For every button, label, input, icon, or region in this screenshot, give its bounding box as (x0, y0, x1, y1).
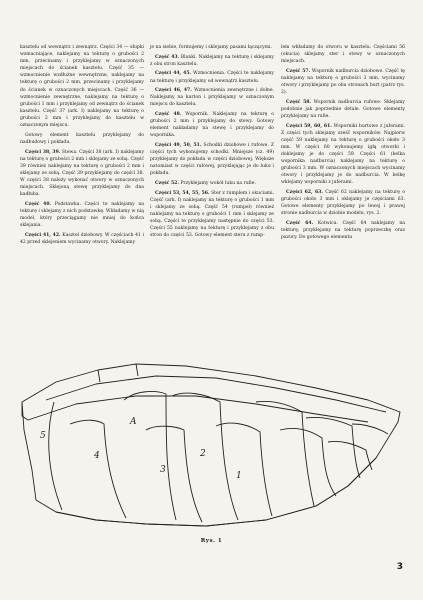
paragraph (150, 190, 274, 240)
paragraph (20, 201, 144, 229)
paragraph-text: je na siebie, formujemy i sklejamy pasami łączącymi. (150, 45, 272, 50)
paragraph-lead: Części 53, 54, 55, 56. (155, 190, 210, 196)
paragraph (150, 180, 274, 187)
paragraph-text: Wzmocnienia. Części te naklejamy na tekturę i przyklejamy od wewnątrz kasztelu. (150, 71, 275, 84)
paragraph (150, 142, 274, 177)
paragraph-text: Wzmocnienia zewnętrzne i dolne. Naklejamy na karton i przyklejamy w oznaczonym miejscu do kasztelu. (150, 88, 274, 108)
figure-part-label: A (130, 417, 137, 427)
paragraph-lead: Część 58. (286, 99, 312, 105)
paragraph (150, 70, 274, 84)
paragraph (150, 54, 274, 68)
paragraph (150, 87, 274, 108)
paragraph-text: Podstawka. Części te naklejamy na tekturę i sklejamy z nich podstawkę. Wkładamy w nią model, który przeciągamy nie mniej do końca sklejania. (20, 201, 144, 229)
figure-part-label: 2 (200, 449, 206, 459)
hull-frames-figure (16, 360, 407, 530)
paragraph-lead: Części 59, 60, 61. (286, 123, 332, 129)
text-column-3 (281, 44, 405, 244)
figure-part-label: 3 (160, 465, 166, 475)
paragraph-text: Ster z rumplem i okuciami. Część (ark. I) naklejamy na tekturę o grubości 1 mm i sklejamy ze sobą. Część 54 (rumpel) również naklejamy na tekturę o grubości 1 mm i sklejamy ze sobą. Części te przyklejamy następnie do części 53. Części 55 naklejamy na tekturę i przyklejamy z obu stron do części 53. Gotowy element steru z rump- (150, 190, 275, 239)
paragraph-text: Blanki. Naklejamy na tekturę i sklejamy z obu stron kasztelu. (150, 54, 275, 67)
paragraph-lead: Części 46, 47. (155, 88, 192, 94)
paragraph-text: Wspornik nadburcia rufowe. Sklejamy podobnie jak poprzednie detale. Gotowe elementy przyklejamy na rufie. (281, 99, 405, 120)
figure-part-label: 1 (236, 471, 242, 481)
paragraph-text: Gotowy element kasztelu przyklejamy do nadbudowy i pokładu. (20, 132, 144, 145)
paragraph-text: Część 62 naklejamy na tekturę o grubości około 3 mm i oklejamy je częściami 63. Gotowe elementy przyklejamy po lewej i prawej stronie nadburcia w dziobie modelu, rys. 2. (281, 190, 405, 217)
figure-caption: Rys. 1 (200, 538, 223, 544)
paragraph (20, 132, 144, 146)
paragraph-text: lem wkładamy do otworu w kasztelu. Częściami 56 (okucia) sklejamy ster i stewy w oznaczonych miejscach. (281, 45, 405, 65)
hull-outline (22, 364, 400, 526)
paragraph-lead: Część 48. (155, 112, 182, 118)
paragraph-text: Wspornik nadburcia dziobowe. Część tę naklejamy na tekturę o grubości 3 mm, wycinamy otwory i przyklejamy po obu stronach burt (patrz rys. 2). (281, 68, 406, 96)
paragraph-text: Wspornik. Naklejamy na tekturę o grubości 2 mm i przyklejamy do stewy. Gotowy element nakładamy na stewę i przyklejamy do wspornika. (150, 112, 274, 139)
paragraph-text: Kasztel dziobowy. W częściach 41 i 42 przed sklejeniem wycinamy otwory. Naklejamy (20, 232, 144, 245)
paragraph-text: Kotwica. Część 64 naklejamy na tekturę, przyklejamy na tekturę poprzeczkę oraz pazury. Do gotowego elementu (281, 221, 405, 241)
paragraph-lead: Część 52. (155, 181, 179, 187)
paragraph (150, 44, 274, 51)
paragraph (20, 232, 144, 246)
paragraph (20, 149, 144, 199)
paragraph (150, 111, 274, 139)
paragraph-text: Stewa. Części 38 (ark. I) naklejamy na tekturę o grubości 2 mm i sklejamy ze sobą. Część 39 również naklejamy na tekturę o grubości 2 mm i sklejamy ze sobą. Część 39 przyklejamy do części 38. W części 38 należy wykonać otwory w oznaczonych miejscach. Sklejoną stewę przyklejamy do dna kadłuba. (20, 149, 145, 198)
paragraph (281, 220, 405, 241)
paragraph (281, 44, 405, 65)
paragraph-lead: Części 38, 39. (25, 149, 61, 155)
text-column-1 (20, 44, 144, 249)
paragraph (281, 123, 405, 187)
paragraph (20, 44, 144, 129)
paragraph-lead: Części 62, 63. (286, 190, 323, 196)
paragraph-text: Wsporniki burtowe z juferami. Z części tych sklejamy sześć wsporników. Najpierw część 59 naklejamy na tekturę o grubości około 3 mm. W części 60 wykonujemy igłą otworki i doklejamy je do części 59. Części 61 (belka wspornika nadburcia) naklejamy na tekturę o grubości 3 mm. W oznaczonych miejscach wycinamy otwory i przyklejamy je do nadburcia. W belkę wklejamy wsporniki z juferami. (281, 123, 405, 186)
paragraph-lead: Część 40. (25, 201, 52, 207)
paragraph (281, 189, 405, 217)
paragraph-text: Schodki dziobowe i rufowe. Z części tych wykonujemy schodki. Mniejsze (cz. 49) przyklejamy do pokładu w części dziobowej. Większe natomiast w części rufowej, przyklejając je do luku i pokładu. (150, 143, 274, 177)
paragraph-lead: Część 57. (286, 68, 311, 74)
text-column-2 (150, 44, 274, 242)
paragraph-lead: Części 49, 50, 51. (155, 143, 202, 149)
paragraph-lead: Część 43. (155, 54, 180, 60)
page-number: 3 (396, 562, 403, 572)
paragraph-lead: Części 41, 42. (25, 232, 61, 238)
paragraph (281, 68, 405, 96)
paragraph-lead: Części 44, 45. (155, 71, 192, 77)
figure-part-label: 5 (40, 431, 46, 441)
paragraph-text: Przyklejamy wokół luku na rufie. (180, 181, 256, 187)
paragraph (281, 99, 405, 120)
paragraph-lead: Część 64. (286, 221, 314, 227)
figure-part-label: 4 (94, 451, 100, 461)
paragraph-text: kasztelu od wewnątrz i zewnątrz. Części 34 — słupki wzmacniające, naklejamy na tekturę o grubości 2 mm, przecinamy i przyklejamy w oznaczonych miejscach do ścianek kasztelu. Część 35 — wzmocnienie wzdłużne wewnętrzne, naklejamy na tekturę o grubości 2 mm, przecinamy i przyklejamy do ścianek w oznaczonych miejscach. Część 36 — wzmocnienie zewnętrzne, naklejamy na tekturę o grubości 1 mm i przyklejamy od zewnątrz do ścianek kasztelu. Część 37 (ark. I) naklejamy na tekturę o grubości 2 mm i przyklejamy do kasztelu w oznaczonym miejscu. (20, 45, 144, 129)
